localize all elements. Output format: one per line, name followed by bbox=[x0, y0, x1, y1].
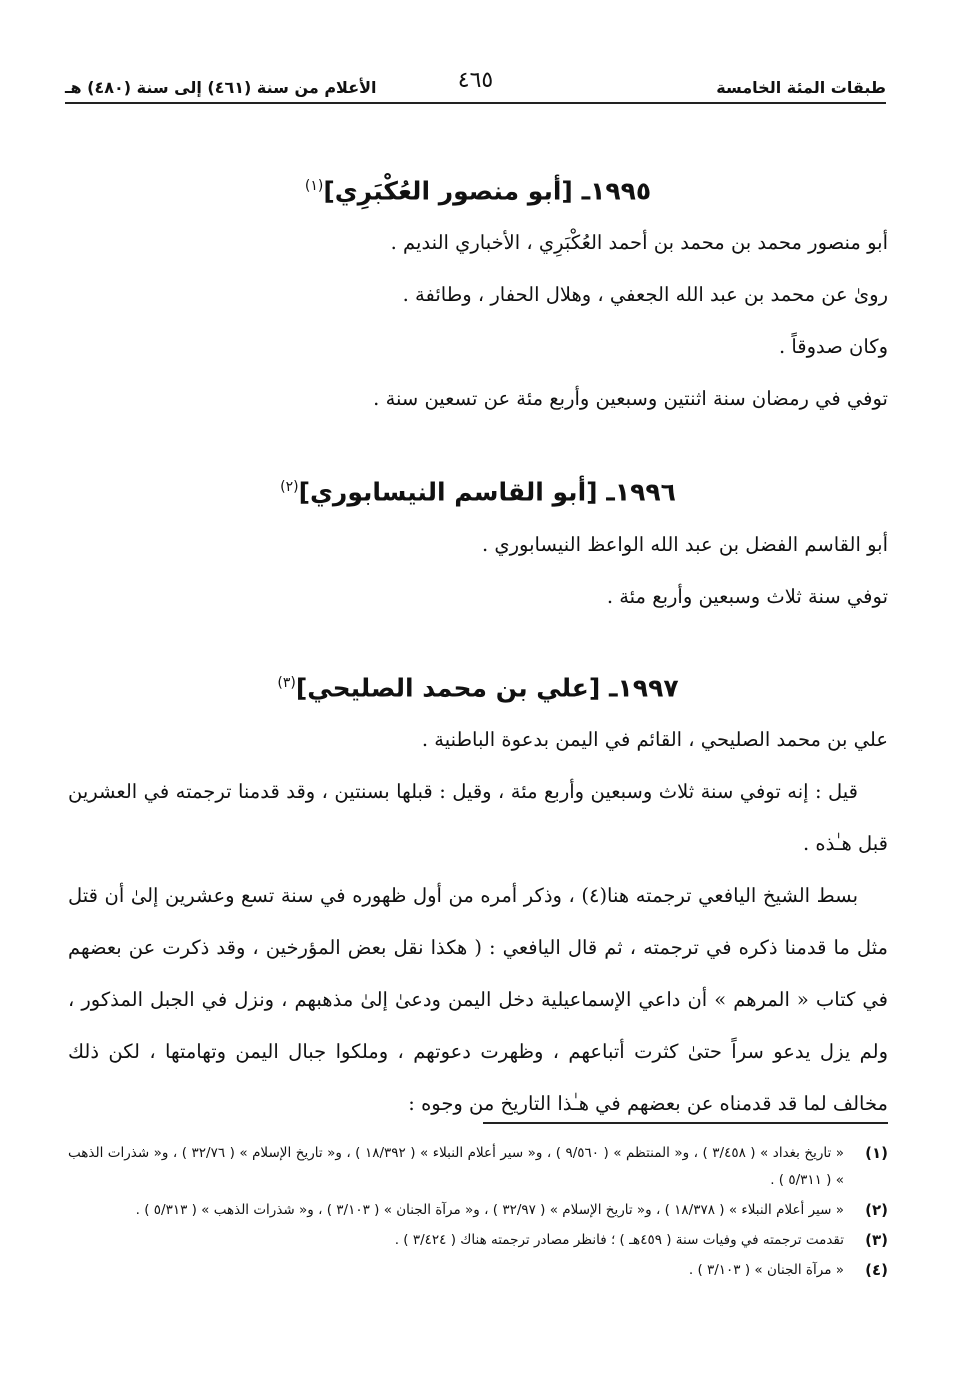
footnote-text: « تاريخ بغداد » ( ٣/٤٥٨ ) ، و« المنتظم » ( ٩/٥٦٠ ) ، و« سير أعلام النبلاء » ( ١٨/٣٩٢ ) ، و« تاريخ الإسلام » ( ٣٢/٧٦ ) ، و« شذرات الذهب » ( ٥/٣١١ ) . bbox=[68, 1145, 845, 1188]
footnote-ref: (١) bbox=[304, 178, 324, 194]
entry-title: ١٩٩٦ـ [أبو القاسم النيسابوري]$^{(٢)}$ bbox=[280, 477, 676, 507]
footnote-text: « سير أعلام النبلاء » ( ١٨/٣٧٨ ) ، و« تاريخ الإسلام » ( ٣٢/٩٧ ) ، و« مرآة الجنان » ( ٣/١٠٣ ) ، و« شذرات الذهب » ( ٥/٣١٣ ) . bbox=[135, 1202, 844, 1218]
footnote-number: (٣) bbox=[865, 1231, 888, 1249]
header-section-title: طبقات المئة الخامسة bbox=[716, 77, 886, 97]
footnote-divider bbox=[483, 1122, 888, 1124]
footnote bbox=[68, 1140, 888, 1194]
entry-title: ١٩٩٧ـ [علي بن محمد الصليحي]$^{(٣)}$ bbox=[277, 672, 679, 702]
paragraph: قيل : إنه توفي سنة ثلاث وسبعين وأربع مئة ، وقيل : قبلها بسنتين ، وقد قدمنا ترجمته في العشرين قبل هـٰذه . bbox=[68, 779, 888, 855]
entry-title: ١٩٩٥ـ [أبو منصور العُكْبَرِي]$^{(١)}$ bbox=[304, 176, 652, 206]
paragraph: روىٰ عن محمد بن عبد الله الجعفي ، وهلال الحفار ، وطائفة . bbox=[402, 283, 888, 307]
footnote-text: « مرآة الجنان » ( ٣/١٠٣ ) . bbox=[688, 1262, 844, 1278]
footnote-number: (٢) bbox=[865, 1201, 888, 1219]
running-header bbox=[65, 68, 886, 102]
header-divider bbox=[65, 102, 886, 104]
paragraph: توفي سنة ثلاث وسبعين وأربع مئة . bbox=[606, 584, 888, 608]
paragraph: بسط الشيخ اليافعي ترجمته هنا(٤) ، وذكر أمره من أول ظهوره في سنة تسع وعشرين إلىٰ أن قتل مثل ما قدمنا ذكره في ترجمته ، ثم قال اليافعي : ( هكذا نقل بعض المؤرخين ، وقد ذكرت عن بعضهم في كتاب « المرهم » أن داعي الإسماعيلية دخل اليمن ودعىٰ إلىٰ مذهبهم ، ونزل في الجبل المذكور ، ولم يزل يدعو سراً حتىٰ كثرت أتباعهم ، وظهرت دعوتهم ، وملكوا جبال اليمن وتهامتها ، لكن ذلك مخالف لما قد قدمناه عن بعضهم في هـٰذا التاريخ من وجوه : bbox=[68, 883, 888, 1115]
paragraph: أبو منصور محمد بن محمد بن أحمد العُكْبَرِي ، الأخباري النديم . bbox=[390, 231, 888, 255]
footnote-number: (١) bbox=[865, 1144, 888, 1162]
footnote bbox=[68, 1257, 888, 1284]
entry-1996 bbox=[68, 461, 888, 622]
entry-1995 bbox=[68, 160, 888, 425]
paragraph: توفي في رمضان سنة اثنتين وسبعين وأربع مئة عن تسعين سنة . bbox=[373, 387, 888, 411]
footnote-number: (٤) bbox=[865, 1261, 888, 1279]
footnote-ref: (٣) bbox=[277, 674, 296, 691]
entry-1997 bbox=[68, 657, 888, 1130]
page-number: ٤٦٥ bbox=[457, 68, 494, 93]
paragraph: علي بن محمد الصليحي ، القائم في اليمن بدعوة الباطنية . bbox=[421, 727, 888, 751]
paragraph: أبو القاسم الفضل بن عبد الله الواعظ النيسابوري . bbox=[481, 532, 888, 556]
header-years-range: الأعلام من سنة (٤٦١) إلى سنة (٤٨٠) هـ bbox=[65, 77, 377, 97]
paragraph: وكان صدوقاً . bbox=[778, 335, 888, 359]
footnote-ref: (٢) bbox=[280, 479, 299, 496]
footnote-text: تقدمت ترجمته في وفيات سنة ( ٤٥٩هـ ) ؛ فانظر مصادر ترجمته هناك ( ٣/٤٢٤ ) . bbox=[394, 1232, 844, 1248]
footnote bbox=[68, 1197, 888, 1224]
footnotes bbox=[68, 1140, 888, 1284]
footnote bbox=[68, 1227, 888, 1254]
main-text bbox=[68, 160, 888, 1130]
